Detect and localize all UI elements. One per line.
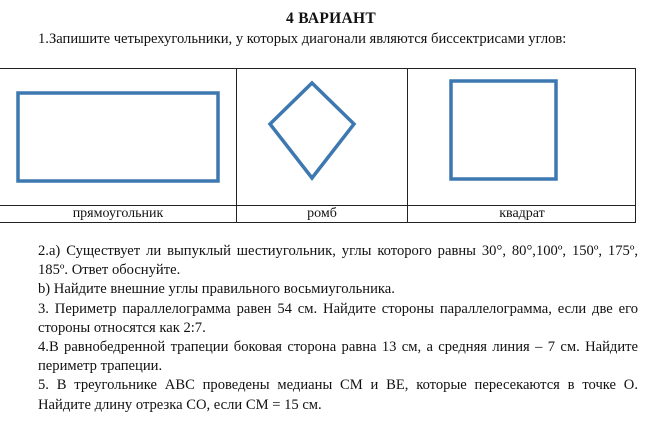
task-4-text: 4.В равнобедренной трапеции боковая сторона равна 13 см, а средняя линия – 7 см. Найдите периметр трапеции. xyxy=(38,339,638,375)
task-1-text: 1.Запишите четырехугольники, у которых диагонали являются биссектрисами углов: xyxy=(38,31,567,47)
label-square: квадрат xyxy=(499,206,545,221)
label-rhombus: ромб xyxy=(307,206,337,221)
rectangle-shape xyxy=(18,93,218,181)
page-title: 4 ВАРИАНТ xyxy=(286,10,376,27)
task-2a-text: 2.а) Существует ли выпуклый шестиугольник, углы которого равны 30°, 80°,100º, 150º, 175º, 185º. Ответ обоснуйте. xyxy=(38,243,638,279)
label-rectangle: прямоугольник xyxy=(72,206,164,221)
rhombus-shape xyxy=(270,83,354,178)
tasks-list xyxy=(38,242,638,415)
task-5-text: 5. В треугольнике АВС проведены медианы СМ и ВЕ, которые пересекаются в точке О. Найдите длину отрезка СО, если СМ = 15 см. xyxy=(38,377,638,413)
square-shape xyxy=(451,81,556,179)
task-3-text: 3. Периметр параллелограмма равен 54 см. Найдите стороны параллелограмма, если две его стороны относятся как 2:7. xyxy=(38,300,638,336)
task-2b-text: b) Найдите внешние углы правильного восьмиугольника. xyxy=(38,281,395,298)
shapes-table xyxy=(0,68,636,223)
shapes-table-grid xyxy=(0,68,636,223)
